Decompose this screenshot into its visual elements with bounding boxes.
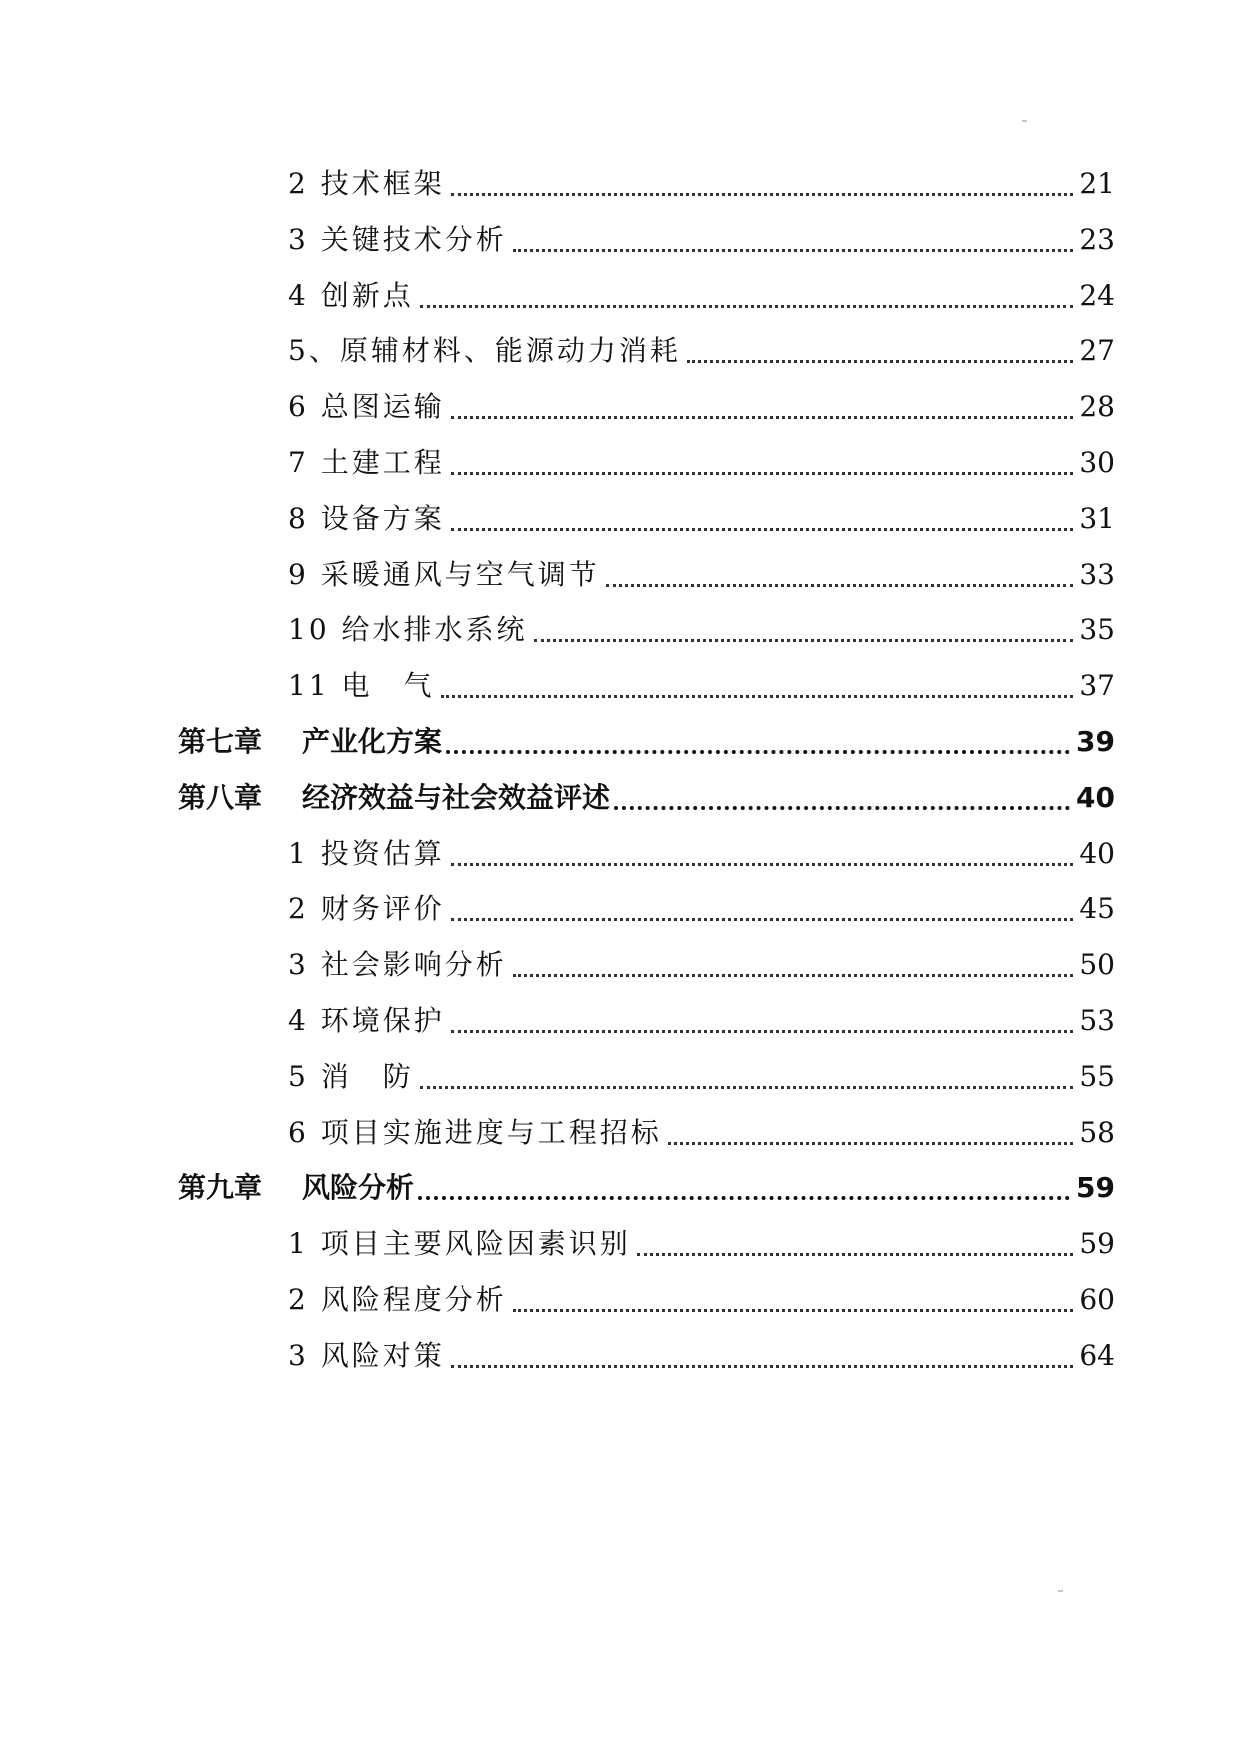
entry-title: 6 项目实施进度与工程招标 bbox=[288, 1116, 662, 1149]
entry-title: 2 技术框架 bbox=[288, 167, 445, 200]
dot-leader bbox=[451, 416, 1074, 419]
page-number: 53 bbox=[1079, 1004, 1115, 1037]
toc-section-entry[interactable] bbox=[288, 216, 1115, 264]
page-number: 60 bbox=[1079, 1283, 1115, 1316]
toc-section-entry[interactable] bbox=[288, 997, 1115, 1045]
dot-leader bbox=[451, 528, 1074, 531]
entry-title: 9 采暖通风与空气调节 bbox=[288, 558, 600, 591]
chapter-number: 第七章 bbox=[178, 725, 263, 758]
entry-title: 4 创新点 bbox=[288, 279, 414, 312]
dot-leader bbox=[513, 974, 1074, 977]
page-number: 24 bbox=[1079, 279, 1115, 312]
dot-leader bbox=[451, 918, 1074, 921]
dot-leader bbox=[451, 472, 1074, 475]
page-number: 50 bbox=[1079, 948, 1115, 981]
dot-leader bbox=[420, 1086, 1074, 1089]
page-number: 31 bbox=[1079, 502, 1115, 535]
dot-leader bbox=[451, 193, 1074, 196]
dot-leader bbox=[441, 695, 1074, 698]
toc-section-entry[interactable] bbox=[288, 662, 1115, 710]
entry-title: 1 投资估算 bbox=[288, 837, 445, 870]
entry-title: 10 给水排水系统 bbox=[288, 613, 528, 646]
entry-title: 3 社会影响分析 bbox=[288, 948, 507, 981]
entry-title: 11 电 气 bbox=[288, 669, 435, 702]
page-number: 39 bbox=[1076, 725, 1115, 758]
entry-title: 3 风险对策 bbox=[288, 1339, 445, 1372]
dot-leader bbox=[420, 305, 1074, 308]
toc-section-entry[interactable] bbox=[288, 551, 1115, 599]
toc-section-entry[interactable] bbox=[288, 941, 1115, 989]
entry-title: 产业化方案 bbox=[302, 725, 443, 758]
entry-title: 5、原辅材料、能源动力消耗 bbox=[288, 334, 681, 367]
page-number: 30 bbox=[1079, 446, 1115, 479]
toc-section-entry[interactable] bbox=[288, 1276, 1115, 1324]
toc-section-entry[interactable] bbox=[288, 885, 1115, 933]
page-number: 40 bbox=[1079, 837, 1115, 870]
page-number: 58 bbox=[1079, 1116, 1115, 1149]
page-number: 35 bbox=[1079, 613, 1115, 646]
toc-section-entry[interactable] bbox=[288, 1109, 1115, 1157]
toc-section-entry[interactable] bbox=[288, 160, 1115, 208]
dot-leader bbox=[513, 249, 1074, 252]
toc-section-entry[interactable] bbox=[288, 1053, 1115, 1101]
page-number: 33 bbox=[1079, 558, 1115, 591]
chapter-number: 第八章 bbox=[178, 781, 263, 814]
dot-leader bbox=[451, 863, 1074, 866]
page-number: 59 bbox=[1076, 1171, 1115, 1204]
entry-title: 经济效益与社会效益评述 bbox=[302, 781, 611, 814]
entry-title: 4 环境保护 bbox=[288, 1004, 445, 1037]
entry-title: 1 项目主要风险因素识别 bbox=[288, 1227, 631, 1260]
entry-title: 3 关键技术分析 bbox=[288, 223, 507, 256]
dot-leader bbox=[637, 1253, 1074, 1256]
toc-section-entry[interactable] bbox=[288, 606, 1115, 654]
toc-section-entry[interactable] bbox=[288, 272, 1115, 320]
dot-leader bbox=[451, 1030, 1074, 1033]
entry-title: 5 消 防 bbox=[288, 1060, 414, 1093]
page-number: 55 bbox=[1079, 1060, 1115, 1093]
toc-section-entry[interactable] bbox=[288, 1332, 1115, 1380]
chapter-number: 第九章 bbox=[178, 1171, 263, 1204]
dot-leader bbox=[451, 1365, 1074, 1368]
dot-leader bbox=[446, 750, 1070, 754]
page-number: 64 bbox=[1079, 1339, 1115, 1372]
toc-chapter-entry[interactable] bbox=[178, 774, 1115, 822]
page-number: 45 bbox=[1079, 892, 1115, 925]
page-number: 28 bbox=[1079, 390, 1115, 423]
entry-title: 风险分析 bbox=[302, 1171, 415, 1204]
page-number: 23 bbox=[1079, 223, 1115, 256]
toc-chapter-entry[interactable] bbox=[178, 1164, 1115, 1212]
dot-leader bbox=[418, 1196, 1070, 1200]
dot-leader bbox=[513, 1309, 1074, 1312]
page-number: 59 bbox=[1079, 1227, 1115, 1260]
page-number: 21 bbox=[1079, 167, 1115, 200]
entry-title: 8 设备方案 bbox=[288, 502, 445, 535]
toc-chapter-entry[interactable] bbox=[178, 718, 1115, 766]
dot-leader bbox=[614, 806, 1070, 810]
entry-title: 2 风险程度分析 bbox=[288, 1283, 507, 1316]
toc-section-entry[interactable] bbox=[288, 1220, 1115, 1268]
dot-leader bbox=[668, 1142, 1074, 1145]
dot-leader bbox=[606, 584, 1074, 587]
dot-leader bbox=[687, 360, 1074, 363]
toc-section-entry[interactable] bbox=[288, 495, 1115, 543]
page-number: 40 bbox=[1076, 781, 1115, 814]
page-number: 27 bbox=[1079, 334, 1115, 367]
toc-section-entry[interactable] bbox=[288, 439, 1115, 487]
toc-section-entry[interactable] bbox=[288, 327, 1115, 375]
toc-section-entry[interactable] bbox=[288, 830, 1115, 878]
page-number: 37 bbox=[1079, 669, 1115, 702]
entry-title: 2 财务评价 bbox=[288, 892, 445, 925]
entry-title: 6 总图运输 bbox=[288, 390, 445, 423]
entry-title: 7 土建工程 bbox=[288, 446, 445, 479]
dot-leader bbox=[534, 639, 1074, 642]
toc-section-entry[interactable] bbox=[288, 383, 1115, 431]
